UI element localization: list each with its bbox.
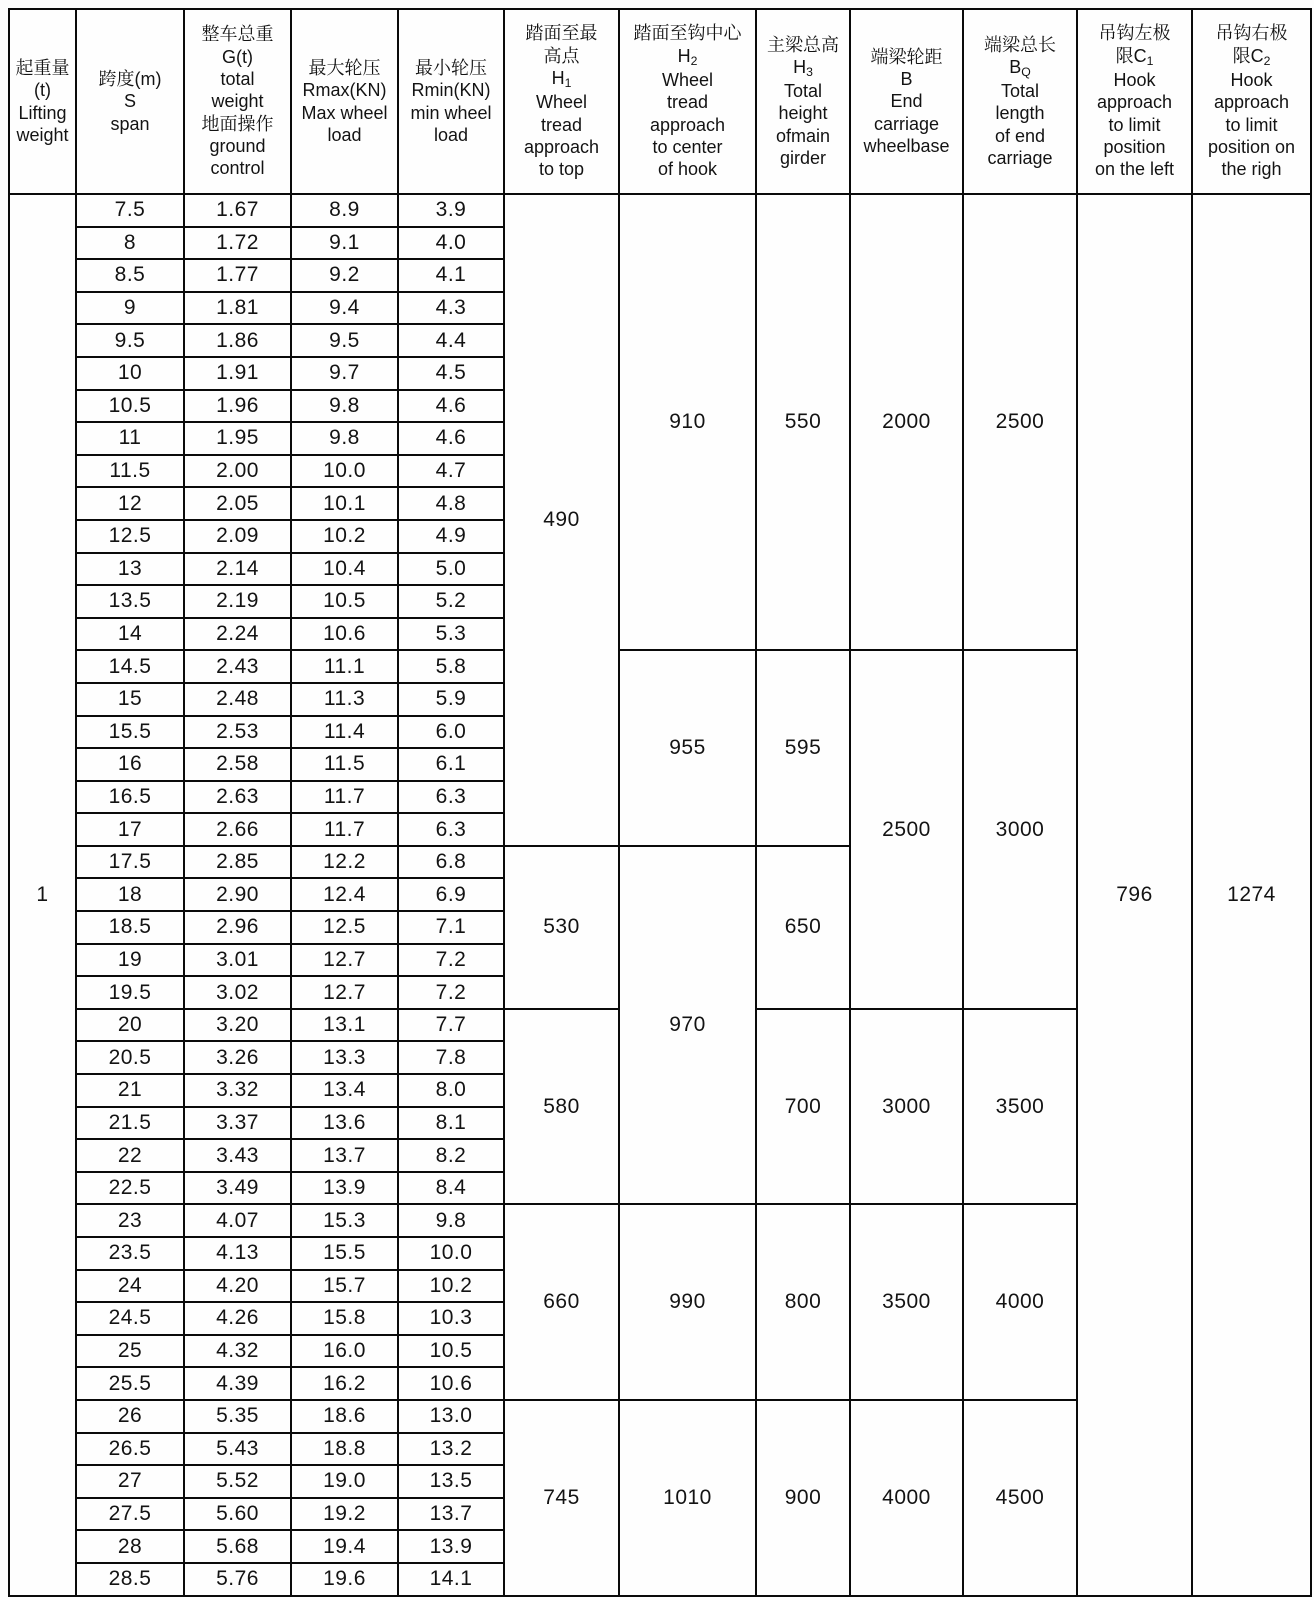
cell-h1: 490	[504, 194, 619, 846]
header-line: Rmin(KN)	[411, 80, 491, 101]
header-bq	[963, 9, 1077, 194]
cell-min-wheel-load: 6.3	[398, 781, 504, 814]
cell-min-wheel-load: 6.8	[398, 846, 504, 879]
cell-total-weight: 2.24	[184, 618, 291, 651]
cell-max-wheel-load: 11.7	[291, 813, 398, 846]
cell-span: 23	[76, 1204, 184, 1237]
header-line: to limit	[1225, 114, 1278, 135]
cell-c2: 1274	[1192, 194, 1311, 1596]
cell-min-wheel-load: 6.1	[398, 748, 504, 781]
header-line: 高点	[543, 45, 580, 66]
header-line: length	[995, 103, 1045, 124]
cell-min-wheel-load: 4.6	[398, 422, 504, 455]
header-line: 起重量	[15, 57, 70, 78]
cell-h3: 800	[756, 1204, 850, 1400]
header-total-weight	[184, 9, 291, 194]
cell-min-wheel-load: 10.6	[398, 1367, 504, 1400]
header-line: tread	[666, 92, 709, 113]
header-line: 吊钩右极	[1215, 23, 1288, 44]
header-line: Total	[1000, 81, 1040, 102]
cell-max-wheel-load: 10.6	[291, 618, 398, 651]
cell-max-wheel-load: 12.5	[291, 911, 398, 944]
cell-max-wheel-load: 19.4	[291, 1530, 398, 1563]
cell-min-wheel-load: 13.0	[398, 1400, 504, 1433]
cell-total-weight: 2.96	[184, 911, 291, 944]
cell-max-wheel-load: 19.6	[291, 1563, 398, 1596]
cell-h3: 595	[756, 650, 850, 846]
cell-bq: 4500	[963, 1400, 1077, 1596]
header-line: wheelbase	[863, 135, 950, 156]
cell-h3: 650	[756, 846, 850, 1009]
cell-min-wheel-load: 4.3	[398, 292, 504, 325]
cell-total-weight: 2.48	[184, 683, 291, 716]
cell-span: 22	[76, 1139, 184, 1172]
cell-span: 8.5	[76, 259, 184, 292]
cell-total-weight: 2.63	[184, 781, 291, 814]
cell-h1: 660	[504, 1204, 619, 1400]
cell-span: 18	[76, 878, 184, 911]
header-line: 踏面至最	[525, 23, 598, 44]
cell-max-wheel-load: 13.9	[291, 1172, 398, 1205]
header-h1	[504, 9, 619, 194]
cell-total-weight: 1.91	[184, 357, 291, 390]
cell-min-wheel-load: 5.3	[398, 618, 504, 651]
cell-min-wheel-load: 4.7	[398, 455, 504, 488]
cell-max-wheel-load: 19.2	[291, 1498, 398, 1531]
header-line: tread	[540, 114, 583, 135]
cell-min-wheel-load: 4.8	[398, 487, 504, 520]
cell-min-wheel-load: 5.8	[398, 650, 504, 683]
cell-total-weight: 4.20	[184, 1270, 291, 1303]
cell-min-wheel-load: 5.9	[398, 683, 504, 716]
header-line: 跨度(m)	[98, 69, 162, 90]
header-line: the righ	[1221, 159, 1282, 180]
cell-total-weight: 5.76	[184, 1563, 291, 1596]
cell-max-wheel-load: 19.0	[291, 1465, 398, 1498]
cell-span: 28	[76, 1530, 184, 1563]
cell-total-weight: 2.19	[184, 585, 291, 618]
cell-total-weight: 3.49	[184, 1172, 291, 1205]
cell-max-wheel-load: 15.3	[291, 1204, 398, 1237]
cell-min-wheel-load: 14.1	[398, 1563, 504, 1596]
header-line: Lifting	[18, 102, 67, 123]
header-line: 吊钩左极	[1098, 23, 1171, 44]
header-line: of end	[994, 125, 1046, 146]
cell-max-wheel-load: 9.5	[291, 324, 398, 357]
header-line: $B_Q$	[1009, 56, 1031, 79]
cell-total-weight: 3.01	[184, 944, 291, 977]
cell-total-weight: 2.09	[184, 520, 291, 553]
cell-max-wheel-load: 9.7	[291, 357, 398, 390]
cell-b: 3000	[850, 1009, 963, 1205]
cell-h3: 700	[756, 1009, 850, 1205]
cell-total-weight: 5.68	[184, 1530, 291, 1563]
cell-span: 21	[76, 1074, 184, 1107]
cell-span: 27.5	[76, 1498, 184, 1531]
cell-min-wheel-load: 5.0	[398, 553, 504, 586]
cell-h2: 1010	[619, 1400, 756, 1596]
cell-max-wheel-load: 8.9	[291, 194, 398, 227]
cell-min-wheel-load: 8.0	[398, 1074, 504, 1107]
cell-max-wheel-load: 11.7	[291, 781, 398, 814]
cell-max-wheel-load: 11.1	[291, 650, 398, 683]
cell-bq: 4000	[963, 1204, 1077, 1400]
cell-span: 11	[76, 422, 184, 455]
cell-b: 4000	[850, 1400, 963, 1596]
header-line: 限$C_1$	[1115, 45, 1154, 68]
cell-span: 26.5	[76, 1433, 184, 1466]
cell-min-wheel-load: 4.0	[398, 227, 504, 260]
cell-span: 17.5	[76, 846, 184, 879]
cell-span: 24.5	[76, 1302, 184, 1335]
header-line: of hook	[657, 159, 718, 180]
table-header	[9, 9, 1311, 194]
cell-min-wheel-load: 4.6	[398, 390, 504, 423]
cell-span: 10.5	[76, 390, 184, 423]
header-line: approach	[523, 136, 600, 157]
cell-total-weight: 3.37	[184, 1107, 291, 1140]
cell-min-wheel-load: 6.9	[398, 878, 504, 911]
cell-span: 13	[76, 553, 184, 586]
cell-total-weight: 2.90	[184, 878, 291, 911]
cell-span: 28.5	[76, 1563, 184, 1596]
header-max-wheel-load	[291, 9, 398, 194]
cell-max-wheel-load: 16.0	[291, 1335, 398, 1368]
cell-lifting: 1	[9, 194, 76, 1596]
header-line: load	[433, 124, 469, 145]
cell-max-wheel-load: 12.4	[291, 878, 398, 911]
cell-total-weight: 5.43	[184, 1433, 291, 1466]
header-line: Total	[783, 81, 823, 102]
header-b	[850, 9, 963, 194]
cell-span: 16	[76, 748, 184, 781]
cell-span: 25.5	[76, 1367, 184, 1400]
cell-min-wheel-load: 7.2	[398, 944, 504, 977]
header-line: weight	[16, 124, 69, 145]
cell-span: 26	[76, 1400, 184, 1433]
cell-total-weight: 5.60	[184, 1498, 291, 1531]
cell-max-wheel-load: 12.2	[291, 846, 398, 879]
cell-min-wheel-load: 7.8	[398, 1041, 504, 1074]
cell-min-wheel-load: 10.5	[398, 1335, 504, 1368]
cell-min-wheel-load: 10.3	[398, 1302, 504, 1335]
cell-max-wheel-load: 15.8	[291, 1302, 398, 1335]
cell-max-wheel-load: 10.4	[291, 553, 398, 586]
header-line: height	[778, 103, 828, 124]
header-line: (t)	[34, 80, 51, 101]
cell-min-wheel-load: 8.1	[398, 1107, 504, 1140]
header-line: min wheel	[410, 102, 492, 123]
cell-span: 20	[76, 1009, 184, 1042]
cell-total-weight: 4.39	[184, 1367, 291, 1400]
header-line: total	[220, 69, 255, 90]
cell-span: 15.5	[76, 716, 184, 749]
cell-span: 20.5	[76, 1041, 184, 1074]
cell-min-wheel-load: 7.2	[398, 976, 504, 1009]
header-line: Max wheel	[301, 102, 388, 123]
header-line: approach	[1096, 92, 1173, 113]
cell-max-wheel-load: 10.1	[291, 487, 398, 520]
cell-min-wheel-load: 4.1	[398, 259, 504, 292]
cell-min-wheel-load: 4.4	[398, 324, 504, 357]
cell-h2: 990	[619, 1204, 756, 1400]
cell-max-wheel-load: 18.6	[291, 1400, 398, 1433]
header-line: control	[210, 158, 265, 179]
cell-h1: 580	[504, 1009, 619, 1205]
cell-c1: 796	[1077, 194, 1192, 1596]
cell-h1: 745	[504, 1400, 619, 1596]
header-line: 最大轮压	[308, 57, 381, 78]
cell-min-wheel-load: 3.9	[398, 194, 504, 227]
cell-min-wheel-load: 13.2	[398, 1433, 504, 1466]
cell-min-wheel-load: 7.7	[398, 1009, 504, 1042]
cell-total-weight: 2.58	[184, 748, 291, 781]
cell-span: 7.5	[76, 194, 184, 227]
cell-span: 14	[76, 618, 184, 651]
header-line: carriage	[987, 148, 1053, 169]
cell-min-wheel-load: 8.4	[398, 1172, 504, 1205]
cell-min-wheel-load: 7.1	[398, 911, 504, 944]
crane-spec-table	[8, 8, 1312, 1597]
header-c2	[1192, 9, 1311, 194]
cell-min-wheel-load: 5.2	[398, 585, 504, 618]
cell-max-wheel-load: 15.7	[291, 1270, 398, 1303]
cell-bq: 2500	[963, 194, 1077, 650]
cell-b: 2000	[850, 194, 963, 650]
header-line: 端梁轮距	[870, 46, 943, 67]
header-line: approach	[1213, 92, 1290, 113]
cell-min-wheel-load: 4.5	[398, 357, 504, 390]
header-line: ofmain	[775, 125, 831, 146]
cell-total-weight: 1.96	[184, 390, 291, 423]
cell-total-weight: 4.26	[184, 1302, 291, 1335]
cell-span: 22.5	[76, 1172, 184, 1205]
cell-max-wheel-load: 15.5	[291, 1237, 398, 1270]
header-line: to top	[538, 159, 585, 180]
header-line: Hook	[1230, 69, 1273, 90]
cell-h1: 530	[504, 846, 619, 1009]
cell-span: 23.5	[76, 1237, 184, 1270]
cell-max-wheel-load: 10.2	[291, 520, 398, 553]
cell-total-weight: 3.02	[184, 976, 291, 1009]
header-line: Rmax(KN)	[302, 80, 387, 101]
cell-span: 27	[76, 1465, 184, 1498]
header-span	[76, 9, 184, 194]
cell-span: 24	[76, 1270, 184, 1303]
cell-span: 10	[76, 357, 184, 390]
cell-max-wheel-load: 13.6	[291, 1107, 398, 1140]
cell-total-weight: 2.00	[184, 455, 291, 488]
header-line: span	[110, 113, 150, 134]
cell-span: 8	[76, 227, 184, 260]
cell-min-wheel-load: 10.2	[398, 1270, 504, 1303]
cell-total-weight: 3.26	[184, 1041, 291, 1074]
cell-span: 9.5	[76, 324, 184, 357]
spec-sheet-page	[8, 8, 1312, 1597]
header-line: carriage	[873, 113, 940, 134]
header-line: 主梁总高	[767, 34, 839, 55]
cell-min-wheel-load: 13.9	[398, 1530, 504, 1563]
header-line: 整车总重	[201, 24, 274, 45]
cell-max-wheel-load: 10.5	[291, 585, 398, 618]
header-line: B	[900, 69, 913, 90]
cell-max-wheel-load: 13.7	[291, 1139, 398, 1172]
cell-h3: 900	[756, 1400, 850, 1596]
header-line: S	[123, 91, 136, 112]
cell-h2: 955	[619, 650, 756, 846]
cell-max-wheel-load: 16.2	[291, 1367, 398, 1400]
cell-span: 11.5	[76, 455, 184, 488]
header-line: position	[1103, 136, 1166, 157]
cell-total-weight: 1.77	[184, 259, 291, 292]
cell-span: 14.5	[76, 650, 184, 683]
header-line: G(t)	[222, 46, 253, 67]
cell-max-wheel-load: 11.3	[291, 683, 398, 716]
cell-span: 12	[76, 487, 184, 520]
cell-span: 13.5	[76, 585, 184, 618]
cell-span: 16.5	[76, 781, 184, 814]
header-min-wheel-load	[398, 9, 504, 194]
header-line: weight	[211, 91, 264, 112]
cell-total-weight: 1.81	[184, 292, 291, 325]
cell-max-wheel-load: 11.5	[291, 748, 398, 781]
header-row	[9, 9, 1311, 194]
header-line: girder	[779, 148, 827, 169]
header-line: to center	[652, 136, 723, 157]
cell-h3: 550	[756, 194, 850, 650]
cell-total-weight: 3.32	[184, 1074, 291, 1107]
cell-max-wheel-load: 10.0	[291, 455, 398, 488]
table-row	[9, 194, 1311, 227]
header-line: $H_2$	[677, 45, 698, 68]
cell-min-wheel-load: 9.8	[398, 1204, 504, 1237]
cell-span: 12.5	[76, 520, 184, 553]
cell-span: 19	[76, 944, 184, 977]
cell-min-wheel-load: 6.0	[398, 716, 504, 749]
cell-total-weight: 2.66	[184, 813, 291, 846]
cell-b: 2500	[850, 650, 963, 1009]
cell-min-wheel-load: 4.9	[398, 520, 504, 553]
cell-h2: 910	[619, 194, 756, 650]
cell-span: 25	[76, 1335, 184, 1368]
cell-span: 21.5	[76, 1107, 184, 1140]
header-line: 踏面至钩中心	[633, 23, 742, 44]
cell-bq: 3000	[963, 650, 1077, 1009]
cell-total-weight: 2.14	[184, 553, 291, 586]
header-h3	[756, 9, 850, 194]
cell-min-wheel-load: 13.7	[398, 1498, 504, 1531]
cell-max-wheel-load: 11.4	[291, 716, 398, 749]
cell-min-wheel-load: 13.5	[398, 1465, 504, 1498]
header-line: Wheel	[661, 69, 714, 90]
header-line: to limit	[1108, 114, 1161, 135]
header-line: $H_1$	[551, 68, 572, 91]
cell-max-wheel-load: 12.7	[291, 976, 398, 1009]
header-line: position on	[1207, 136, 1296, 157]
cell-total-weight: 1.95	[184, 422, 291, 455]
cell-total-weight: 2.85	[184, 846, 291, 879]
cell-total-weight: 2.05	[184, 487, 291, 520]
cell-max-wheel-load: 13.4	[291, 1074, 398, 1107]
cell-min-wheel-load: 10.0	[398, 1237, 504, 1270]
cell-total-weight: 1.86	[184, 324, 291, 357]
cell-total-weight: 5.35	[184, 1400, 291, 1433]
header-line: approach	[649, 114, 726, 135]
header-h2	[619, 9, 756, 194]
cell-max-wheel-load: 9.2	[291, 259, 398, 292]
header-line: Wheel	[535, 92, 588, 113]
header-line: $H_3$	[793, 56, 813, 79]
cell-min-wheel-load: 6.3	[398, 813, 504, 846]
cell-max-wheel-load: 9.1	[291, 227, 398, 260]
cell-total-weight: 2.53	[184, 716, 291, 749]
cell-max-wheel-load: 13.1	[291, 1009, 398, 1042]
cell-total-weight: 4.13	[184, 1237, 291, 1270]
cell-max-wheel-load: 9.4	[291, 292, 398, 325]
cell-max-wheel-load: 18.8	[291, 1433, 398, 1466]
cell-total-weight: 3.43	[184, 1139, 291, 1172]
header-line: End	[890, 91, 923, 112]
header-line: ground	[209, 135, 266, 156]
cell-total-weight: 4.07	[184, 1204, 291, 1237]
cell-span: 19.5	[76, 976, 184, 1009]
cell-span: 15	[76, 683, 184, 716]
header-line: Hook	[1113, 69, 1156, 90]
cell-max-wheel-load: 9.8	[291, 390, 398, 423]
cell-total-weight: 1.72	[184, 227, 291, 260]
header-line: load	[327, 124, 362, 145]
cell-span: 17	[76, 813, 184, 846]
cell-span: 18.5	[76, 911, 184, 944]
cell-total-weight: 3.20	[184, 1009, 291, 1042]
cell-min-wheel-load: 8.2	[398, 1139, 504, 1172]
cell-b: 3500	[850, 1204, 963, 1400]
cell-h2: 970	[619, 846, 756, 1205]
cell-total-weight: 1.67	[184, 194, 291, 227]
cell-span: 9	[76, 292, 184, 325]
cell-total-weight: 2.43	[184, 650, 291, 683]
header-c1	[1077, 9, 1192, 194]
header-line: 限$C_2$	[1232, 45, 1271, 68]
cell-total-weight: 5.52	[184, 1465, 291, 1498]
header-line: on the left	[1094, 159, 1175, 180]
header-lifting-weight	[9, 9, 76, 194]
cell-max-wheel-load: 9.8	[291, 422, 398, 455]
header-line: 最小轮压	[415, 57, 487, 78]
cell-max-wheel-load: 13.3	[291, 1041, 398, 1074]
cell-max-wheel-load: 12.7	[291, 944, 398, 977]
header-line: 端梁总长	[984, 34, 1056, 55]
cell-total-weight: 4.32	[184, 1335, 291, 1368]
header-line: 地面操作	[201, 113, 274, 134]
cell-bq: 3500	[963, 1009, 1077, 1205]
